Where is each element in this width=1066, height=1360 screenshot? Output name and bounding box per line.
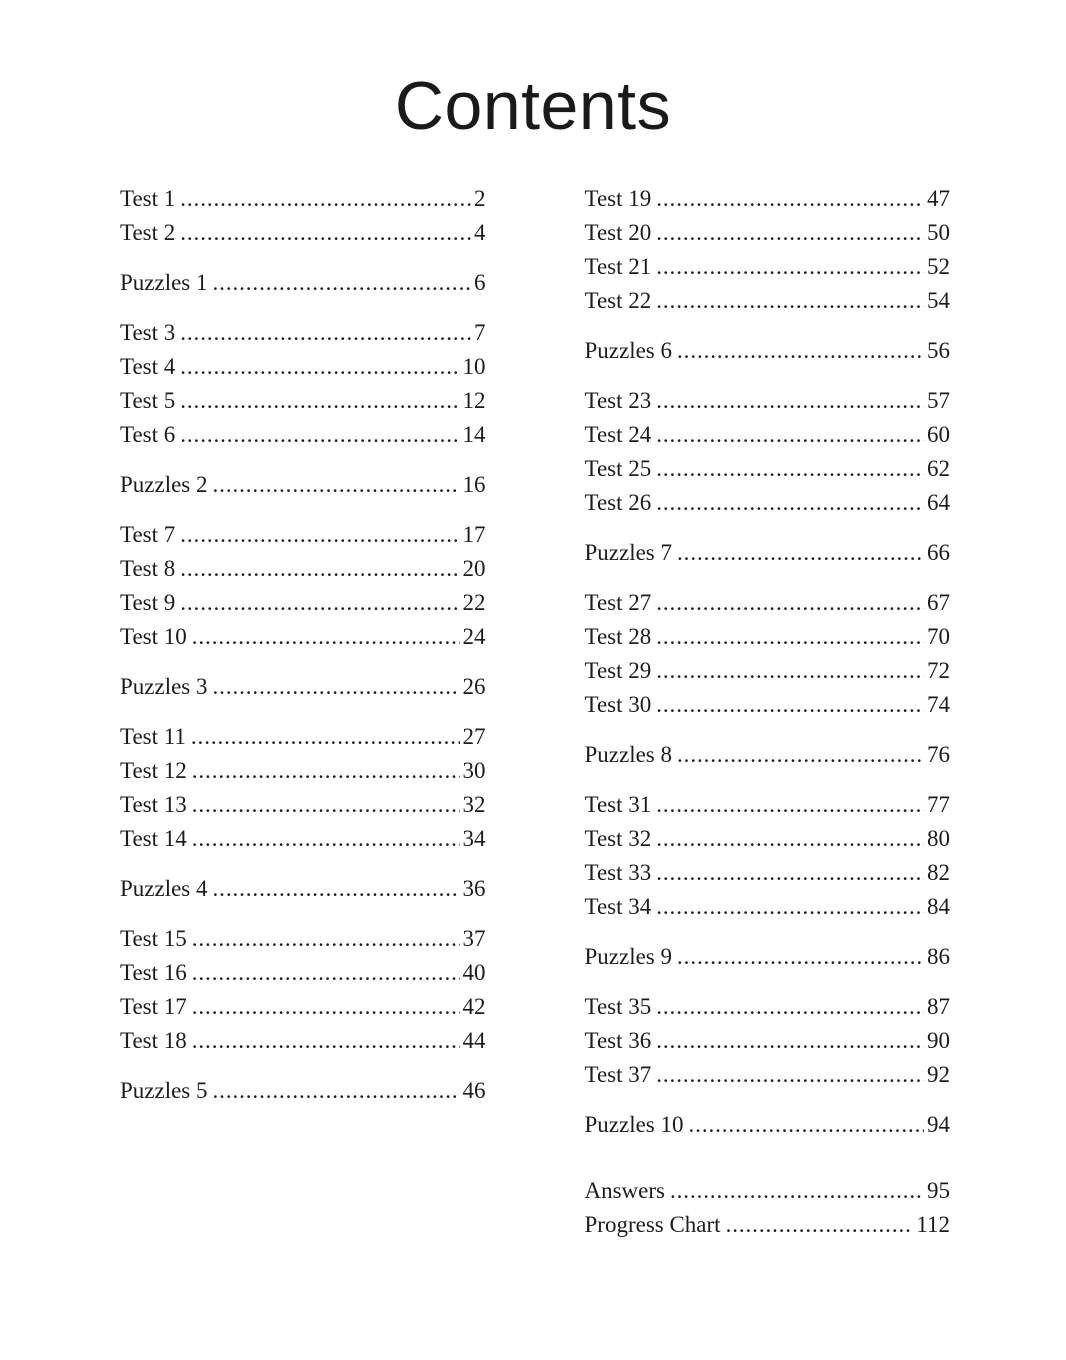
toc-entry-label: Test 8 bbox=[120, 556, 176, 581]
toc-entry bbox=[120, 1024, 486, 1058]
toc-entry-label: Puzzles 1 bbox=[120, 270, 208, 295]
toc-entry-label: Test 20 bbox=[584, 220, 652, 245]
toc-entry-label: Test 12 bbox=[120, 758, 187, 783]
dot-leader bbox=[192, 822, 460, 856]
dot-leader bbox=[180, 418, 459, 452]
toc-entry bbox=[585, 536, 951, 570]
toc-entry bbox=[585, 334, 951, 368]
toc-entry bbox=[585, 620, 951, 654]
toc-entry-page: 32 bbox=[462, 792, 486, 817]
toc-entry-label: Test 32 bbox=[584, 826, 652, 851]
toc-entry-label: Puzzles 5 bbox=[120, 1078, 208, 1103]
toc-entry-page: 16 bbox=[462, 472, 486, 497]
toc-entry-label: Puzzles 8 bbox=[584, 742, 673, 767]
toc-entry bbox=[120, 216, 486, 250]
toc-entry-label: Test 17 bbox=[120, 994, 187, 1019]
toc-entry-page: 34 bbox=[462, 826, 486, 851]
toc-entry bbox=[120, 350, 486, 384]
toc-entry-page: 94 bbox=[927, 1112, 950, 1137]
toc-entry-page: 86 bbox=[927, 944, 950, 969]
toc-entry bbox=[120, 418, 486, 452]
toc-entry bbox=[585, 1174, 951, 1208]
toc-entry bbox=[585, 284, 951, 318]
toc-entry bbox=[585, 654, 951, 688]
toc-entry-page: 74 bbox=[927, 692, 950, 717]
dot-leader bbox=[180, 586, 459, 620]
dot-leader bbox=[656, 654, 924, 688]
toc-entry-page: 40 bbox=[462, 960, 486, 985]
toc-entry-label: Test 33 bbox=[584, 860, 652, 885]
toc-entry-page: 62 bbox=[927, 456, 950, 481]
dot-leader bbox=[656, 990, 924, 1024]
toc-entry-label: Test 35 bbox=[584, 994, 652, 1019]
dot-leader bbox=[656, 890, 924, 924]
toc-entry-page: 44 bbox=[462, 1028, 486, 1053]
toc-entry-page: 50 bbox=[927, 220, 950, 245]
toc-group-puzzles bbox=[120, 468, 486, 502]
toc-entry bbox=[585, 856, 951, 890]
dot-leader bbox=[656, 486, 924, 520]
toc-entry-label: Test 28 bbox=[584, 624, 652, 649]
toc-entry bbox=[585, 822, 951, 856]
dot-leader bbox=[656, 384, 924, 418]
toc-entry bbox=[120, 754, 486, 788]
toc-entry-label: Test 31 bbox=[584, 792, 652, 817]
toc-entry-page: 56 bbox=[927, 338, 950, 363]
toc-entry bbox=[120, 316, 486, 350]
toc-group-puzzles bbox=[585, 1108, 951, 1142]
toc-entry bbox=[120, 788, 486, 822]
toc-entry-page: 17 bbox=[462, 522, 486, 547]
dot-leader bbox=[656, 586, 924, 620]
toc-entry-page: 46 bbox=[462, 1078, 486, 1103]
toc-group-tests bbox=[120, 182, 486, 250]
toc-entry-page: 10 bbox=[462, 354, 486, 379]
toc-group-tests bbox=[585, 990, 951, 1092]
toc-entry-label: Test 18 bbox=[120, 1028, 187, 1053]
dot-leader bbox=[192, 922, 460, 956]
dot-leader bbox=[180, 552, 459, 586]
toc-group-tests bbox=[120, 922, 486, 1058]
toc-entry-page: 30 bbox=[462, 758, 486, 783]
toc-entry-label: Test 9 bbox=[120, 590, 176, 615]
toc-group-tests bbox=[585, 788, 951, 924]
toc-entry bbox=[585, 1208, 951, 1242]
toc-entry-page: 90 bbox=[927, 1028, 950, 1053]
toc-entry bbox=[120, 990, 486, 1024]
toc-entry-page: 77 bbox=[927, 792, 950, 817]
dot-leader bbox=[180, 518, 459, 552]
toc-entry bbox=[585, 1108, 951, 1142]
toc-entry bbox=[585, 452, 951, 486]
toc-entry-page: 92 bbox=[927, 1062, 950, 1087]
toc-entry bbox=[585, 384, 951, 418]
toc-entry-page: 52 bbox=[927, 254, 950, 279]
dot-leader bbox=[656, 822, 924, 856]
toc-entry-label: Test 6 bbox=[120, 422, 176, 447]
toc-group-puzzles bbox=[120, 670, 486, 704]
dot-leader bbox=[180, 384, 459, 418]
dot-leader bbox=[213, 670, 460, 704]
toc-entry-page: 57 bbox=[927, 388, 950, 413]
toc-entry bbox=[120, 586, 486, 620]
toc-entry bbox=[585, 586, 951, 620]
toc-entry-page: 82 bbox=[927, 860, 950, 885]
toc-entry bbox=[120, 956, 486, 990]
toc-columns bbox=[0, 140, 1066, 1242]
dot-leader bbox=[677, 940, 924, 974]
toc-entry-page: 26 bbox=[462, 674, 486, 699]
dot-leader bbox=[213, 1074, 460, 1108]
toc-entry-label: Test 30 bbox=[584, 692, 652, 717]
toc-group-tests bbox=[120, 316, 486, 452]
toc-entry-label: Test 21 bbox=[584, 254, 652, 279]
toc-group-tests bbox=[585, 182, 951, 318]
toc-entry bbox=[120, 620, 486, 654]
toc-entry-label: Test 11 bbox=[120, 724, 186, 749]
toc-entry-page: 4 bbox=[474, 220, 486, 245]
toc-column-left bbox=[120, 182, 486, 1242]
toc-entry-label: Test 19 bbox=[584, 186, 652, 211]
dot-leader bbox=[656, 250, 924, 284]
toc-group-puzzles bbox=[120, 1074, 486, 1108]
toc-entry bbox=[120, 266, 486, 300]
toc-group-puzzles bbox=[120, 872, 486, 906]
toc-group-puzzles bbox=[120, 266, 486, 300]
dot-leader bbox=[689, 1108, 924, 1142]
toc-entry-label: Test 14 bbox=[120, 826, 187, 851]
dot-leader bbox=[656, 1024, 924, 1058]
toc-entry-label: Test 26 bbox=[584, 490, 652, 515]
toc-entry bbox=[120, 518, 486, 552]
toc-entry bbox=[120, 384, 486, 418]
dot-leader bbox=[656, 688, 924, 722]
toc-group-puzzles bbox=[585, 536, 951, 570]
toc-entry-page: 6 bbox=[474, 270, 486, 295]
toc-entry bbox=[120, 872, 486, 906]
toc-entry-page: 60 bbox=[927, 422, 950, 447]
toc-entry-label: Test 29 bbox=[584, 658, 652, 683]
toc-entry bbox=[585, 250, 951, 284]
toc-entry-label: Test 15 bbox=[120, 926, 187, 951]
toc-entry-label: Test 2 bbox=[120, 220, 176, 245]
toc-entry-label: Test 25 bbox=[584, 456, 652, 481]
toc-entry-page: 70 bbox=[927, 624, 950, 649]
toc-entry-page: 80 bbox=[927, 826, 950, 851]
toc-entry-label: Puzzles 9 bbox=[584, 944, 673, 969]
toc-entry-page: 64 bbox=[927, 490, 950, 515]
dot-leader bbox=[213, 872, 460, 906]
toc-entry-label: Test 13 bbox=[120, 792, 187, 817]
toc-entry bbox=[120, 922, 486, 956]
toc-group-tests bbox=[585, 384, 951, 520]
dot-leader bbox=[180, 182, 471, 216]
dot-leader bbox=[656, 788, 924, 822]
toc-entry-page: 87 bbox=[927, 994, 950, 1019]
toc-group-tests bbox=[120, 518, 486, 654]
toc-entry-page: 66 bbox=[927, 540, 950, 565]
toc-entry-label: Test 36 bbox=[584, 1028, 652, 1053]
toc-entry-label: Progress Chart bbox=[584, 1212, 721, 1237]
toc-entry bbox=[585, 688, 951, 722]
dot-leader bbox=[656, 418, 924, 452]
toc-entry-page: 42 bbox=[462, 994, 486, 1019]
dot-leader bbox=[213, 266, 471, 300]
dot-leader bbox=[192, 1024, 460, 1058]
dot-leader bbox=[191, 720, 460, 754]
toc-entry-page: 2 bbox=[474, 186, 486, 211]
toc-entry bbox=[585, 788, 951, 822]
toc-group-back-matter bbox=[585, 1174, 951, 1242]
toc-entry-label: Test 27 bbox=[584, 590, 652, 615]
toc-entry bbox=[585, 940, 951, 974]
toc-column-right bbox=[585, 182, 951, 1242]
dot-leader bbox=[192, 990, 460, 1024]
toc-entry bbox=[120, 670, 486, 704]
page-title: Contents bbox=[394, 68, 672, 144]
dot-leader bbox=[192, 956, 460, 990]
toc-entry-page: 14 bbox=[462, 422, 486, 447]
toc-entry-label: Puzzles 6 bbox=[584, 338, 673, 363]
dot-leader bbox=[677, 738, 924, 772]
toc-entry-label: Test 1 bbox=[120, 186, 176, 211]
dot-leader bbox=[677, 536, 924, 570]
dot-leader bbox=[656, 452, 924, 486]
toc-entry bbox=[585, 890, 951, 924]
toc-group-tests bbox=[120, 720, 486, 856]
toc-entry-page: 67 bbox=[927, 590, 950, 615]
dot-leader bbox=[656, 1058, 924, 1092]
toc-group-puzzles bbox=[585, 738, 951, 772]
toc-entry-page: 36 bbox=[462, 876, 486, 901]
toc-entry-label: Puzzles 3 bbox=[120, 674, 208, 699]
toc-entry-page: 112 bbox=[916, 1212, 950, 1237]
dot-leader bbox=[726, 1208, 914, 1242]
dot-leader bbox=[180, 316, 471, 350]
dot-leader bbox=[656, 856, 924, 890]
toc-entry-label: Test 16 bbox=[120, 960, 187, 985]
toc-entry-label: Puzzles 2 bbox=[120, 472, 208, 497]
toc-entry bbox=[120, 720, 486, 754]
dot-leader bbox=[656, 284, 924, 318]
toc-entry bbox=[120, 468, 486, 502]
toc-entry-label: Puzzles 4 bbox=[120, 876, 208, 901]
toc-entry-label: Answers bbox=[584, 1178, 665, 1203]
toc-entry-label: Test 7 bbox=[120, 522, 176, 547]
toc-entry-page: 22 bbox=[462, 590, 486, 615]
toc-entry-page: 27 bbox=[462, 724, 486, 749]
toc-entry bbox=[585, 418, 951, 452]
toc-group-puzzles bbox=[585, 334, 951, 368]
toc-entry-page: 84 bbox=[927, 894, 950, 919]
toc-entry-page: 76 bbox=[927, 742, 950, 767]
dot-leader bbox=[180, 216, 471, 250]
toc-entry-label: Test 10 bbox=[120, 624, 187, 649]
toc-entry bbox=[585, 216, 951, 250]
toc-group-puzzles bbox=[585, 940, 951, 974]
dot-leader bbox=[670, 1174, 924, 1208]
toc-entry-label: Puzzles 10 bbox=[584, 1112, 684, 1137]
toc-entry bbox=[585, 486, 951, 520]
toc-entry-label: Test 37 bbox=[584, 1062, 652, 1087]
toc-entry-page: 54 bbox=[927, 288, 950, 313]
toc-entry bbox=[120, 822, 486, 856]
toc-entry-page: 72 bbox=[927, 658, 950, 683]
toc-entry-label: Test 24 bbox=[584, 422, 652, 447]
toc-entry-page: 12 bbox=[462, 388, 486, 413]
dot-leader bbox=[192, 620, 460, 654]
toc-entry-page: 24 bbox=[462, 624, 486, 649]
toc-entry-page: 37 bbox=[462, 926, 486, 951]
dot-leader bbox=[180, 350, 459, 384]
dot-leader bbox=[656, 182, 924, 216]
toc-entry bbox=[585, 1058, 951, 1092]
toc-entry-label: Test 4 bbox=[120, 354, 176, 379]
toc-entry bbox=[585, 1024, 951, 1058]
toc-entry-label: Test 22 bbox=[584, 288, 652, 313]
toc-group-tests bbox=[585, 586, 951, 722]
toc-entry-label: Puzzles 7 bbox=[584, 540, 673, 565]
toc-entry bbox=[120, 1074, 486, 1108]
toc-entry bbox=[585, 738, 951, 772]
toc-entry-label: Test 34 bbox=[584, 894, 652, 919]
toc-entry-page: 47 bbox=[927, 186, 950, 211]
toc-entry bbox=[120, 182, 486, 216]
toc-entry-label: Test 5 bbox=[120, 388, 176, 413]
dot-leader bbox=[677, 334, 924, 368]
toc-entry bbox=[585, 182, 951, 216]
toc-entry-label: Test 3 bbox=[120, 320, 176, 345]
toc-entry bbox=[120, 552, 486, 586]
dot-leader bbox=[213, 468, 460, 502]
toc-entry-page: 20 bbox=[462, 556, 486, 581]
toc-entry-label: Test 23 bbox=[584, 388, 652, 413]
dot-leader bbox=[656, 620, 924, 654]
dot-leader bbox=[656, 216, 924, 250]
dot-leader bbox=[192, 754, 460, 788]
toc-entry-page: 95 bbox=[927, 1178, 950, 1203]
dot-leader bbox=[192, 788, 460, 822]
toc-entry-page: 7 bbox=[474, 320, 486, 345]
toc-entry bbox=[585, 990, 951, 1024]
